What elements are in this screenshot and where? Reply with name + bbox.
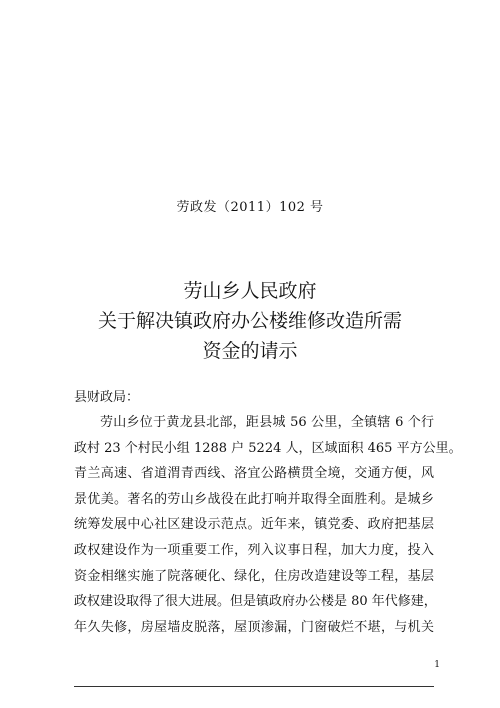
body-line: 青兰高速、省道渭青西线、洛宜公路横贯全境，交通方便，风: [74, 466, 434, 482]
body-line: 统筹发展中心社区建设示范点。近年来，镇党委、政府把基层: [74, 517, 434, 533]
body-line: 资金相继实施了院落硬化、绿化，住房改造建设等工程，基层: [74, 568, 434, 584]
title-line-1: 劳山乡人民政府: [183, 280, 317, 302]
body-line: 政村 23 个村民小组 1288 户 5224 人，区域面积 465 平方公里。: [74, 440, 462, 456]
body-line: 政权建设作为一项重要工作，列入议事日程，加大力度，投入: [74, 542, 434, 558]
page-number: 1: [434, 660, 440, 670]
document-title: [0, 276, 500, 366]
title-line-2: 关于解决镇政府办公楼维修改造所需: [97, 310, 402, 332]
body-line: 政权建设取得了很大进展。但是镇政府办公楼是 80 年代修建，: [74, 594, 437, 610]
footer-divider: [74, 686, 434, 687]
body-line: 年久失修，房屋墙皮脱落，屋顶渗漏，门窗破烂不堪，与机关: [74, 619, 434, 635]
body-line: 景优美。著名的劳山乡战役在此打响并取得全面胜利。是城乡: [74, 491, 434, 507]
title-line-3: 资金的请示: [202, 340, 298, 362]
body-line: 劳山乡位于黄龙县北部，距县城 56 公里，全镇辖 6 个行: [100, 415, 434, 430]
body-paragraph: [74, 410, 462, 640]
document-number: 劳政发（2011）102 号: [176, 200, 324, 215]
salutation: 县财政局：: [74, 390, 140, 405]
